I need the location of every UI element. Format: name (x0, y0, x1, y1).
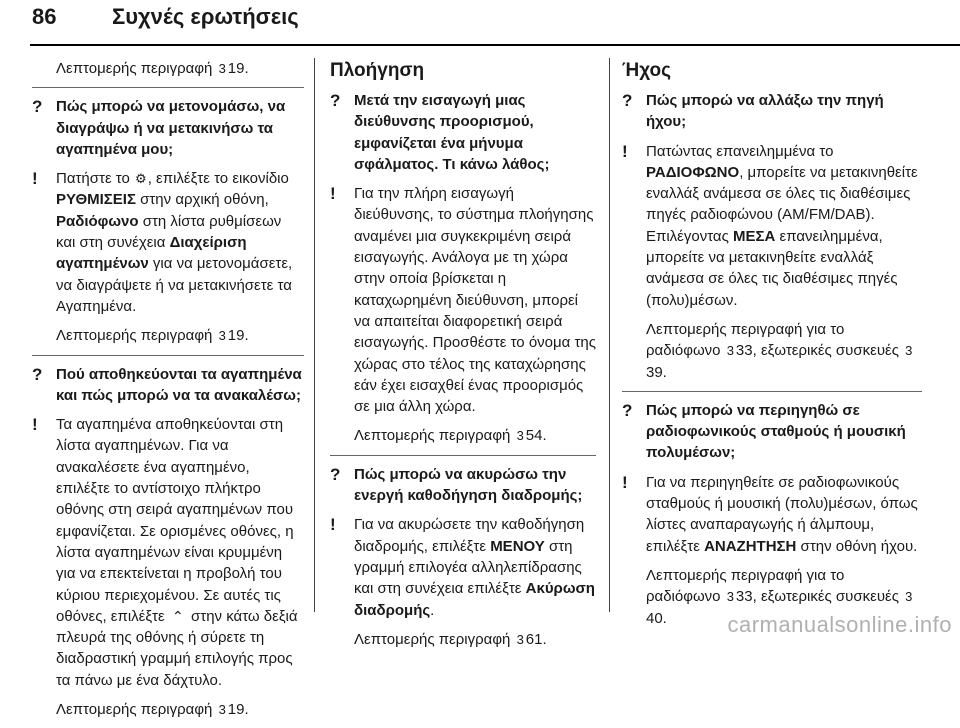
exclamation-icon: ! (32, 169, 38, 189)
question (330, 464, 596, 507)
detail-ref: Λεπτομερής περιγραφή 3 19. (32, 699, 304, 720)
detail-ref: Λεπτομερής περιγραφή 3 54. (330, 425, 596, 446)
question-icon: ? (32, 97, 43, 117)
page-ref-icon: 3 (218, 61, 226, 76)
question-text: Πώς μπορώ να περιηγηθώ σε ραδιοφωνικούς σταθμούς ή μουσική πολυμέσων; (646, 401, 906, 462)
page-ref-icon: 3 (726, 589, 734, 605)
question-icon: ? (330, 464, 341, 484)
question-icon: ? (330, 91, 341, 110)
divider (32, 87, 304, 88)
watermark: carmanualsonline.info (727, 612, 952, 637)
page-ref-icon: 3 (905, 589, 913, 605)
answer: ! Για να ακυρώσετε την καθοδήγηση διαδρομής, επιλέξτε ΜΕΝΟΥ στη γραμμή επιλογέα αλληλεπίδρασης και στη συνέχεια επιλέξτε Ακύρωση διαδρομής. (330, 515, 595, 619)
question (622, 400, 922, 464)
page-ref-icon: 3 (218, 328, 226, 344)
detail-ref: Λεπτομερής περιγραφή για το ραδιόφωνο 3 33, εξωτερικές συσκευές 340. (646, 566, 913, 627)
page-ref-icon: 3 (218, 702, 226, 718)
detail-ref: Λεπτομερής περιγραφή 3 19. (32, 325, 304, 346)
page-ref-icon: 3 (516, 428, 524, 444)
divider (622, 391, 922, 392)
question-icon: ? (622, 91, 633, 110)
question-text: Πώς μπορώ να αλλάξω την πηγή ήχου; (646, 92, 884, 131)
divider (32, 355, 304, 356)
page-ref-icon: 3 (726, 343, 734, 359)
question-text: Πώς μπορώ να μετονομάσω, να διαγράψω ή να μετακινήσω τα αγαπημένα μου; (56, 98, 286, 158)
question-icon: ? (622, 400, 633, 420)
page-title: Συχνές ερωτήσεις (112, 4, 299, 29)
answer: ! Τα αγαπημένα αποθηκεύονται στη λίστα αγαπημένων. Για να ανακαλέσετε ένα αγαπημένο, επιλέξτε το αντίστοιχο πλήκτρο οθόνης στη σειρά αγαπημένων που εμφανίζεται. Σε ορισμένες οθόνες, η λίστα αγαπημένων είναι κρυμμένη για να επεκτείνεται η προβολή του κύριου περιεχομένου. Σε αυτές τις οθόνες, επιλέξτε ⌃ στην κάτω δεξιά πλευρά της οθόνης ή σύρετε τη διαδραστική γραμμή επιλογής προς τα πάνω με ένα δάχτυλο. (32, 415, 298, 689)
question (32, 364, 304, 407)
detail-ref: Λεπτομερής περιγραφή για το ραδιόφωνο 3 33, εξωτερικές συσκευές 339. (646, 320, 913, 381)
detail-ref: Λεπτομερής περιγραφή 3 61. (330, 629, 596, 650)
question (330, 90, 596, 175)
exclamation-icon: ! (330, 184, 336, 204)
column-audio (622, 58, 922, 637)
answer: ! Για να περιηγηθείτε σε ραδιοφωνικούς σταθμούς ή μουσική (πολυ)μέσων, όπως λίστες αναπαραγωγής ή άλμπουμ, επιλέξτε ΑΝΑΖΗΤΗΣΗ στην οθόνη ήχου. (622, 472, 918, 555)
exclamation-icon: ! (32, 415, 38, 435)
answer: ! Για την πλήρη εισαγωγή διεύθυνσης, το σύστημα πλοήγησης αναμένει μια συγκεκριμένη σειρά εισαγωγής. Ανάλογα με τη χώρα στην οποία βρίσκεται η καταχωρημένη διεύθυνση, μπορεί να απαιτείται διαφορετική σειρά εισαγωγής. Προσθέστε το όνομα της χώρας στο τέλος της καταχώρησης εάν έχει εισαχθεί ένας προορισμός σε μια άλλη χώρα. (330, 184, 596, 416)
answer: ! Πατήστε το ⚙, επιλέξτε το εικονίδιο ΡΥΘΜΙΣΕΙΣ στην αρχική οθόνη, Ραδιόφωνο στη λίστα ρυθμίσεων και στη συνέχεια Διαχείριση αγαπημένων για να μετονομάσετε, να διαγράψετε ή να μετακινήσετε τα Αγαπημένα. (32, 169, 293, 315)
intro-ref: Λεπτομερής περιγραφή 3 19. (32, 58, 304, 79)
answer: ! Πατώντας επανειλημμένα το ΡΑΔΙΟΦΩΝΟ, μπορείτε να μετακινηθείτε εναλλάξ ανάμεσα σε όλες τις διαθέσιμες πηγές ραδιοφώνου (AM/FM/DAB). Επιλέγοντας ΜΕΣΑ επανειλημμένα, μπορείτε να μετακινηθείτε εναλλάξ ανάμεσα σε όλες τις διαθέσιμες πηγές (πολυ)μέσων. (622, 141, 918, 309)
exclamation-icon: ! (622, 141, 628, 161)
column-favourites (32, 58, 304, 728)
page-ref-icon: 3 (516, 631, 524, 647)
exclamation-icon: ! (330, 515, 336, 535)
section-heading: Πλοήγηση (330, 60, 425, 81)
chevron-up-icon: ⌃ (171, 607, 184, 624)
question-text: Πώς μπορώ να ακυρώσω την ενεργή καθοδήγηση διαδρομής; (354, 465, 583, 505)
header-rule (30, 44, 960, 46)
gear-icon: ⚙ (135, 171, 147, 187)
column-navigation (330, 58, 596, 658)
page-number: 86 (32, 4, 57, 29)
section-heading: Ήχος (622, 60, 671, 81)
question (32, 96, 304, 160)
column-divider (314, 58, 315, 612)
page-header (0, 0, 960, 50)
question-text: Μετά την εισαγωγή μιας διεύθυνσης προορισμού, εμφανίζεται ένα μήνυμα σφάλματος. Τι κάνω λάθος; (354, 92, 550, 173)
divider (330, 455, 596, 456)
question-icon: ? (32, 364, 43, 384)
exclamation-icon: ! (622, 472, 628, 492)
page-ref-icon: 3 (905, 343, 913, 359)
column-divider (609, 58, 610, 612)
question-text: Πού αποθηκεύονται τα αγαπημένα και πώς μπορώ να τα ανακαλέσω; (56, 365, 302, 404)
question (622, 90, 922, 133)
